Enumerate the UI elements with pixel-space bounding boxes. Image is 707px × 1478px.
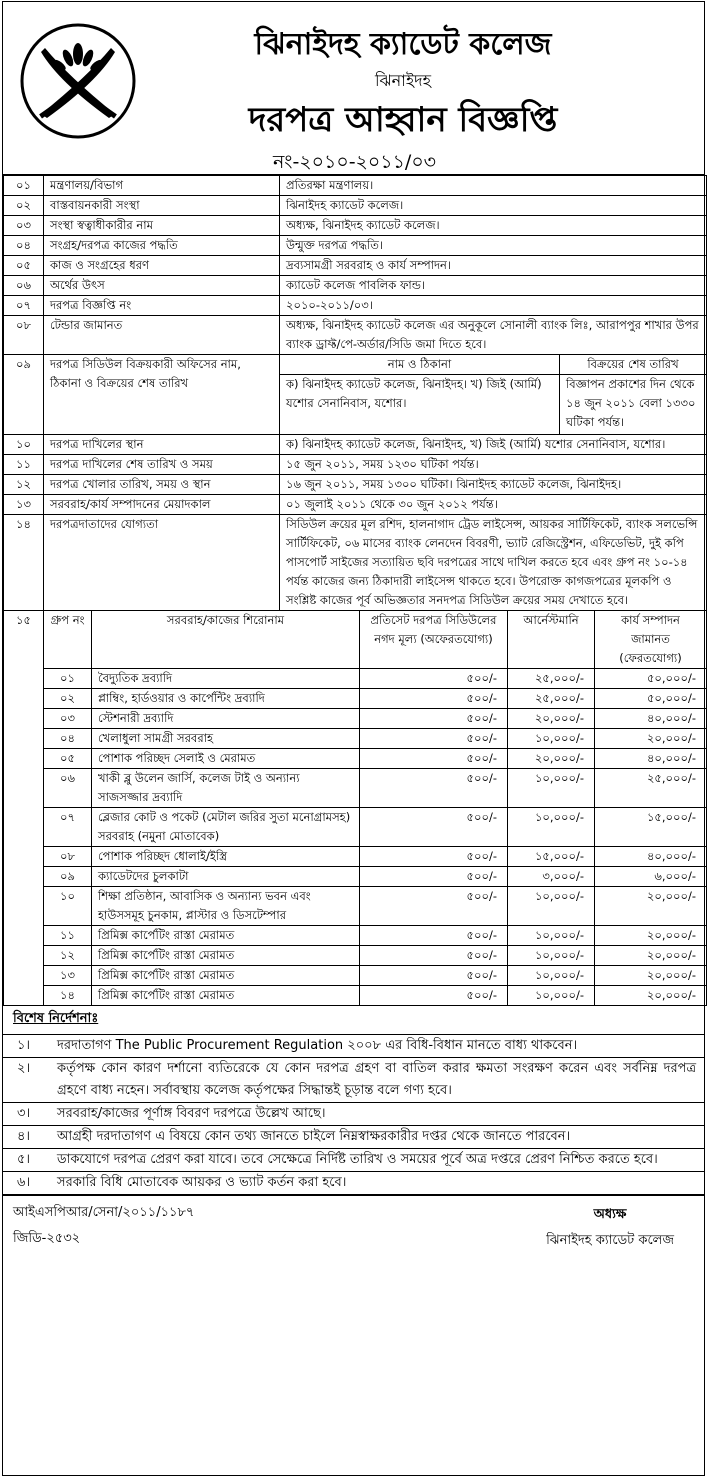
schedule-price: ৫০০/- — [360, 769, 508, 808]
performance-security: ২০,০০০/- — [595, 926, 707, 946]
signature-block — [546, 1202, 674, 1254]
instruction-item — [3, 1126, 704, 1149]
group-title: প্রিমিক্স কার্পেটিং রাস্তা মেরামত — [92, 986, 360, 1006]
row-label: সরবরাহ/কার্য সম্পাদনের মেয়াদকাল — [44, 495, 280, 515]
instruction-item — [3, 1149, 704, 1172]
group-row — [4, 769, 707, 808]
instruction-number: ১। — [17, 1038, 31, 1053]
group-title: প্রিমিক্স কার্পেটিং রাস্তা মেরামত — [92, 926, 360, 946]
column-header-price: প্রতিসেট দরপত্র সিডিউলের নগদ মূল্য (অফেরতযোগ্য) — [360, 611, 508, 669]
instruction-number: ২। — [17, 1061, 31, 1076]
earnest-money: ২৫,০০০/- — [508, 669, 595, 689]
earnest-money: ৩,০০০/- — [508, 867, 595, 887]
group-title: পোশাক পরিচ্ছদ সেলাই ও মেরামত — [92, 749, 360, 769]
instructions-heading: বিশেষ নির্দেশনাঃ — [3, 1006, 704, 1035]
row-value: অধ্যক্ষ, ঝিনাইদহ ক্যাডেট কলেজ এর অনুকূলে সোনালী ব্যাংক লিঃ, আরাপপুর শাখার উপর ব্যাংক ড্রাফ্ট/পে-অর্ডার/সিডি জমা দিতে হবে। — [280, 316, 707, 355]
group-title: প্লাম্বিং, হার্ডওয়ার ও কার্পেন্টিং দ্রব্যাদি — [92, 689, 360, 709]
group-row — [4, 966, 707, 986]
performance-security: ৪০,০০০/- — [595, 709, 707, 729]
table-row — [4, 495, 707, 515]
schedule-price: ৫০০/- — [360, 946, 508, 966]
row-label: দরপত্র বিজ্ঞপ্তি নং — [44, 296, 280, 316]
group-row — [4, 689, 707, 709]
row-serial: ০৯ — [4, 355, 44, 435]
ispr-reference: আইএসপিআর/সেনা/২০১১/১১৮৭ — [13, 1205, 195, 1220]
group-title: পোশাক পরিচ্ছদ ধোলাই/ইস্ত্রি — [92, 847, 360, 867]
column-header-earnest: আর্নেস্টমানি — [508, 611, 595, 669]
crossed-swords-emblem-icon — [19, 22, 137, 140]
signer-title: অধ্যক্ষ — [593, 1207, 627, 1222]
row-value: প্রতিরক্ষা মন্ত্রণালয়। — [280, 176, 707, 196]
row-value: ঝিনাইদহ ক্যাডেট কলেজ। — [280, 196, 707, 216]
schedule-price: ৫০০/- — [360, 867, 508, 887]
earnest-money: ১০,০০০/- — [508, 769, 595, 808]
earnest-money: ২০,০০০/- — [508, 749, 595, 769]
group-number: ০৪ — [44, 729, 92, 749]
earnest-money: ১০,০০০/- — [508, 966, 595, 986]
column-header-title: সরবরাহ/কাজের শিরোনাম — [92, 611, 360, 669]
performance-security: ৪০,০০০/- — [595, 749, 707, 769]
group-number: ০৯ — [44, 867, 92, 887]
row-serial: ০৮ — [4, 316, 44, 355]
row-serial: ০১ — [4, 176, 44, 196]
instruction-number: ৫। — [17, 1152, 31, 1167]
earnest-money: ১০,০০০/- — [508, 808, 595, 847]
schedule-price: ৫০০/- — [360, 966, 508, 986]
group-row — [4, 669, 707, 689]
group-number: ০৫ — [44, 749, 92, 769]
row-value: সিডিউল ক্রয়ের মূল রশিদ, হালনাগাদ ট্রেড লাইসেন্স, আয়কর সার্টিফিকেট, ব্যাংক সলভেন্সি সার্টিফিকেট, ০৬ মাসের ব্যাংক লেনদেন বিবরণী, ভ্যাট রেজিস্ট্রেশন, এফিডেভিট, দুই কপি পাসপোর্ট সাইজের সত্যায়িত ছবি দরপত্রের সাথে দাখিল করতে হবে এবং গ্রুপ নং ১০-১৪ পর্যন্ত কাজের জন্য ঠিকাদারী লাইসেন্স থাকতে হবে। উপরোক্ত কাগজপত্রের মূলকপি ও সংশ্লিষ্ট কাজের পূর্ব অভিজ্ঞতার সনদপত্র সিডিউল ক্রয়ের সময় দেখাতে হবে। — [280, 515, 707, 611]
group-row — [4, 847, 707, 867]
row-serial: ০৬ — [4, 276, 44, 296]
table-row — [4, 216, 707, 236]
group-number: ১৩ — [44, 966, 92, 986]
instruction-number: ৬। — [17, 1175, 31, 1190]
group-row — [4, 946, 707, 966]
earnest-money: ১০,০০০/- — [508, 986, 595, 1006]
group-title: বৈদ্যুতিক দ্রব্যাদি — [92, 669, 360, 689]
special-instructions — [3, 1006, 704, 1196]
group-title: ক্যাডেটদের চুলকাটা — [92, 867, 360, 887]
signer-organization: ঝিনাইদহ ক্যাডেট কলেজ — [546, 1233, 674, 1248]
group-row — [4, 887, 707, 926]
instruction-item — [3, 1035, 704, 1058]
instruction-text: দরদাতাগণ The Public Procurement Regulation ২০০৮ এর বিধি-বিধান মানতে বাধ্য থাকবেন। — [57, 1038, 578, 1053]
row-label: সংস্থা স্বত্বাধীকারীর নাম — [44, 216, 280, 236]
row-label: মন্ত্রণালয়/বিভাগ — [44, 176, 280, 196]
schedule-price: ৫০০/- — [360, 669, 508, 689]
row-value: ১৬ জুন ২০১১, সময় ১৩০০ ঘটিকা। ঝিনাইদহ ক্যাডেট কলেজ, ঝিনাইদহ। — [280, 475, 707, 495]
group-number: ০২ — [44, 689, 92, 709]
table-row — [4, 196, 707, 216]
performance-security: ৪০,০০০/- — [595, 847, 707, 867]
group-table — [3, 610, 707, 1006]
row-serial: ১৩ — [4, 495, 44, 515]
group-row — [4, 867, 707, 887]
row-value: উন্মুক্ত দরপত্র পদ্ধতি। — [280, 236, 707, 256]
gd-reference: জিডি-২৫৩২ — [13, 1231, 81, 1246]
row-label: দরপত্র খোলার তারিখ, সময় ও স্থান — [44, 475, 280, 495]
row-value: দ্রব্যসামগ্রী সরবরাহ ও কার্য সম্পাদন। — [280, 256, 707, 276]
column-header-group: গ্রুপ নং — [44, 611, 92, 669]
row-label: দরপত্র সিডিউল বিক্রয়কারী অফিসের নাম, ঠিকানা ও বিক্রয়ের শেষ তারিখ — [44, 355, 280, 435]
row-value: অধ্যক্ষ, ঝিনাইদহ ক্যাডেট কলেজ। — [280, 216, 707, 236]
table-row — [4, 435, 707, 455]
group-row — [4, 926, 707, 946]
sale-last-date: বিজ্ঞাপন প্রকাশের দিন থেকে ১৪ জুন ২০১১ বেলা ১৩৩০ ঘটিকা পর্যন্ত। — [560, 375, 707, 435]
earnest-money: ১৫,০০০/- — [508, 847, 595, 867]
institution-location: ঝিনাইদহ — [374, 71, 431, 90]
group-number: ০৮ — [44, 847, 92, 867]
performance-security: ২০,০০০/- — [595, 986, 707, 1006]
schedule-price: ৫০০/- — [360, 689, 508, 709]
table-row — [4, 236, 707, 256]
column-header-security: কার্য সম্পাদন জামানত (ফেরতযোগ্য) — [595, 611, 707, 669]
group-row — [4, 986, 707, 1006]
column-header-date: বিক্রয়ের শেষ তারিখ — [560, 355, 707, 375]
schedule-price: ৫০০/- — [360, 986, 508, 1006]
institution-name: ঝিনাইদহ ক্যাডেট কলেজ — [254, 27, 552, 62]
schedule-price: ৫০০/- — [360, 887, 508, 926]
earnest-money: ১০,০০০/- — [508, 946, 595, 966]
seller-name-address: ক) ঝিনাইদহ ক্যাডেট কলেজ, ঝিনাইদহ। খ) জিই (আর্মি) যশোর সেনানিবাস, যশোর। — [280, 375, 560, 435]
group-number: ০৩ — [44, 709, 92, 729]
instruction-item — [3, 1172, 704, 1195]
schedule-price: ৫০০/- — [360, 926, 508, 946]
row-label: বাস্তবায়নকারী সংস্থা — [44, 196, 280, 216]
row-serial: ০৫ — [4, 256, 44, 276]
group-title: প্রিমিক্স কার্পেটিং রাস্তা মেরামত — [92, 966, 360, 986]
row-value: ১৫ জুন ২০১১, সময় ১২৩০ ঘটিকা পর্যন্ত। — [280, 455, 707, 475]
row-value: ক) ঝিনাইদহ ক্যাডেট কলেজ, ঝিনাইদহ, খ) জিই (আর্মি) যশোর সেনানিবাস, যশোর। — [280, 435, 707, 455]
tender-notice-page — [2, 1, 705, 1476]
performance-security: ২০,০০০/- — [595, 887, 707, 926]
earnest-money: ১০,০০০/- — [508, 887, 595, 926]
row-serial: ০৭ — [4, 296, 44, 316]
instruction-text: সরবরাহ/কাজের পূর্ণাঙ্গ বিবরণ দরপত্রে উল্লেখ আছে। — [57, 1106, 326, 1121]
group-row — [4, 749, 707, 769]
row-serial: ০৪ — [4, 236, 44, 256]
table-row — [4, 256, 707, 276]
row-label: অর্থের উৎস — [44, 276, 280, 296]
row-value: ০১ জুলাই ২০১১ থেকে ৩০ জুন ২০১২ পর্যন্ত। — [280, 495, 707, 515]
table-row — [4, 296, 707, 316]
group-title: ব্লেজার কোট ও পকেট (মেটাল জরির সুতা মনোগ্রামসহ) সরবরাহ (নমুনা মোতাবেক) — [92, 808, 360, 847]
group-number: ১৪ — [44, 986, 92, 1006]
performance-security: ২০,০০০/- — [595, 966, 707, 986]
notice-title: দরপত্র আহ্বান বিজ্ঞপ্তি — [248, 100, 558, 140]
group-number: ১০ — [44, 887, 92, 926]
instruction-number: ৩। — [17, 1106, 31, 1121]
row-label: দরপত্র দাখিলের স্থান — [44, 435, 280, 455]
table-row — [4, 515, 707, 611]
row-label: টেন্ডার জামানত — [44, 316, 280, 355]
performance-security: ৫০,০০০/- — [595, 689, 707, 709]
row-serial: ১২ — [4, 475, 44, 495]
earnest-money: ১০,০০০/- — [508, 729, 595, 749]
group-number: ১১ — [44, 926, 92, 946]
row-serial: ১১ — [4, 455, 44, 475]
footer-references — [13, 1200, 194, 1252]
table-row — [4, 316, 707, 355]
row-serial: ১৫ — [4, 611, 44, 1006]
schedule-price: ৫০০/- — [360, 709, 508, 729]
performance-security: ২০,০০০/- — [595, 946, 707, 966]
group-title: খাকী ব্লু উলেন জার্সি, কলেজ টাই ও অন্যান্য সাজসজ্জার দ্রব্যাদি — [92, 769, 360, 808]
notice-reference: নং-২০১০-২০১১/০৩ — [272, 151, 437, 173]
group-header-row — [4, 611, 707, 669]
group-number: ০৬ — [44, 769, 92, 808]
instruction-number: ৪। — [17, 1129, 31, 1144]
instruction-text: কর্তৃপক্ষ কোন কারণ দর্শানো ব্যতিরেকে যে কোন দরপত্র গ্রহণ বা বাতিল করার ক্ষমতা সংরক্ষণ করেন এবং সর্বনিম্ন দরপত্র গ্রহণে বাধ্য নহেন। সর্বাবস্থায় কলেজ কর্তৃপক্ষের সিদ্ধান্তই চূড়ান্ত বলে গণ্য হবে। — [57, 1061, 696, 1098]
row-serial: ১৪ — [4, 515, 44, 611]
instruction-item — [3, 1058, 704, 1103]
group-title: খেলাধুলা সামগ্রী সরবরাহ — [92, 729, 360, 749]
group-number: ০১ — [44, 669, 92, 689]
schedule-price: ৫০০/- — [360, 847, 508, 867]
row-label: কাজ ও সংগ্রহের ধরণ — [44, 256, 280, 276]
instruction-text: সরকারি বিধি মোতাবেক আয়কর ও ভ্যাট কর্তন করা হবে। — [57, 1175, 347, 1190]
performance-security: ৬,০০০/- — [595, 867, 707, 887]
table-row — [4, 276, 707, 296]
group-title: প্রিমিক্স কার্পেটিং রাস্তা মেরামত — [92, 946, 360, 966]
group-title: স্টেশনারী দ্রব্যাদি — [92, 709, 360, 729]
group-row — [4, 808, 707, 847]
row-serial: ০৩ — [4, 216, 44, 236]
group-number: ০৭ — [44, 808, 92, 847]
performance-security: ৫০,০০০/- — [595, 669, 707, 689]
schedule-price: ৫০০/- — [360, 808, 508, 847]
instruction-item — [3, 1103, 704, 1126]
instruction-text: আগ্রহী দরদাতাগণ এ বিষয়ে কোন তথ্য জানতে চাইলে নিম্নস্বাক্ষরকারীর দপ্তর থেকে জানতে পারবেন। — [57, 1129, 571, 1144]
earnest-money: ২০,০০০/- — [508, 709, 595, 729]
earnest-money: ১০,০০০/- — [508, 926, 595, 946]
earnest-money: ২৫,০০০/- — [508, 689, 595, 709]
row-serial: ০২ — [4, 196, 44, 216]
schedule-price: ৫০০/- — [360, 729, 508, 749]
schedule-price: ৫০০/- — [360, 749, 508, 769]
row-value: ২০১০-২০১১/০৩। — [280, 296, 707, 316]
row-serial: ১০ — [4, 435, 44, 455]
performance-security: ২০,০০০/- — [595, 729, 707, 749]
notice-header — [3, 2, 704, 175]
group-title: শিক্ষা প্রতিষ্ঠান, আবাসিক ও অন্যান্য ভবন এবং হাউসসমূহ চুনকাম, প্লাস্টার ও ডিসটেম্পার — [92, 887, 360, 926]
column-header-name: নাম ও ঠিকানা — [280, 355, 560, 375]
table-row — [4, 455, 707, 475]
performance-security: ১৫,০০০/- — [595, 808, 707, 847]
tender-info-table — [3, 175, 707, 611]
group-number: ১২ — [44, 946, 92, 966]
instruction-text: ডাকযোগে দরপত্র প্রেরণ করা যাবে। তবে সেক্ষেত্রে নির্দিষ্ট তারিখ ও সময়ের পূর্বে অত্র দপ্তরে প্রেরণ নিশ্চিত করতে হবে। — [57, 1152, 658, 1167]
row-label: দরপত্র দাখিলের শেষ তারিখ ও সময় — [44, 455, 280, 475]
row-value: ক্যাডেট কলেজ পাবলিক ফান্ড। — [280, 276, 707, 296]
notice-footer — [3, 1196, 704, 1260]
table-row — [4, 475, 707, 495]
group-row — [4, 709, 707, 729]
group-row — [4, 729, 707, 749]
row-label: দরপত্রদাতাদের যোগ্যতা — [44, 515, 280, 611]
row-label: সংগ্রহ/দরপত্র কাজের পদ্ধতি — [44, 236, 280, 256]
table-row — [4, 355, 707, 375]
performance-security: ২৫,০০০/- — [595, 769, 707, 808]
